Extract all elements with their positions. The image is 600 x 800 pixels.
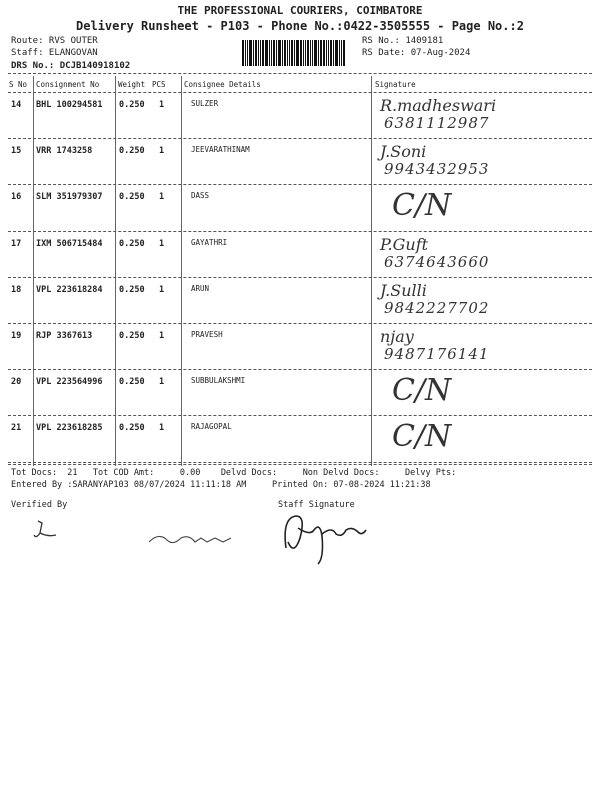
row-pcs: 1 xyxy=(159,146,165,157)
row-handwritten-phone: 9842227702 xyxy=(384,298,490,317)
row-handwritten-signature: C/N xyxy=(392,419,452,455)
barcode-bar xyxy=(284,40,286,66)
row-divider xyxy=(8,415,592,416)
row-consignment-no: VPL 223618284 xyxy=(36,284,103,295)
col-header-weight: Weight xyxy=(118,80,146,89)
route-label: Route: RVS OUTER xyxy=(11,36,98,46)
row-handwritten-signature: J.Sulli xyxy=(380,280,427,300)
row-handwritten-signature: C/N xyxy=(392,188,452,224)
clerk-signature xyxy=(145,528,245,553)
col-header-signature: Signature xyxy=(375,80,416,89)
barcode-bar xyxy=(247,40,248,66)
row-serial: 20 xyxy=(11,377,22,388)
row-weight: 0.250 xyxy=(119,192,145,203)
row-divider xyxy=(8,323,592,324)
row-consignee-name: PRAVESH xyxy=(191,330,223,339)
row-consignee-name: DASS xyxy=(191,191,210,201)
row-consignment-no: SLM 351979307 xyxy=(36,192,103,203)
barcode-bar xyxy=(255,40,257,66)
row-pcs: 1 xyxy=(159,192,165,203)
row-consignee-name: GAYATHRI xyxy=(191,237,228,247)
barcode-bar xyxy=(249,40,252,66)
row-divider xyxy=(8,277,592,278)
barcode-bar xyxy=(335,40,338,66)
header-bottom-line xyxy=(8,92,592,93)
row-consignment-no: VPL 223618285 xyxy=(36,423,103,434)
row-serial: 19 xyxy=(11,331,22,341)
staff-label: Staff: ELANGOVAN xyxy=(11,48,98,58)
barcode-bar xyxy=(271,40,272,66)
row-serial: 17 xyxy=(11,238,22,249)
row-divider xyxy=(8,462,592,463)
row-consignment-no: VRR 1743258 xyxy=(36,146,93,157)
row-handwritten-signature: P.Guft xyxy=(380,234,429,254)
barcode-bar xyxy=(258,40,259,66)
verified-by-label: Verified By xyxy=(11,500,68,510)
footer-line xyxy=(8,464,592,465)
row-weight: 0.250 xyxy=(119,146,145,157)
row-pcs: 1 xyxy=(159,284,165,295)
row-divider xyxy=(8,369,592,370)
barcode-bar xyxy=(265,40,268,66)
row-handwritten-signature: C/N xyxy=(392,373,452,409)
barcode-bar xyxy=(294,40,295,66)
row-serial: 16 xyxy=(11,192,22,203)
header-top-line xyxy=(8,73,592,74)
row-divider xyxy=(8,138,592,139)
rs-number: RS No.: 1409181 xyxy=(362,36,444,46)
barcode-bar xyxy=(303,40,304,66)
barcode-bar xyxy=(314,40,317,66)
row-weight: 0.250 xyxy=(119,423,145,434)
barcode-bar xyxy=(326,40,327,66)
barcode-bar xyxy=(253,40,254,66)
row-consignee-name: JEEVARATHINAM xyxy=(191,145,250,155)
barcode-bar xyxy=(310,40,311,66)
row-handwritten-signature: J.Soni xyxy=(380,142,427,162)
col-header-consignee: Consignee Details xyxy=(184,80,261,89)
entered-by-line: Entered By :SARANYAP103 08/07/2024 11:11:18 AM Printed On: 07-08-2024 11:21:38 xyxy=(11,480,431,490)
barcode-bar xyxy=(278,40,281,66)
row-consignment-no: VPL 223564996 xyxy=(36,377,103,388)
row-consignee-name: ARUN xyxy=(191,283,210,293)
rs-date: RS Date: 07-Aug-2024 xyxy=(362,48,471,58)
row-handwritten-phone: 6381112987 xyxy=(384,114,490,132)
row-weight: 0.250 xyxy=(119,331,145,341)
row-consignment-no: BHL 100294581 xyxy=(36,100,103,110)
row-consignment-no: IXM 506715484 xyxy=(36,238,103,249)
row-serial: 14 xyxy=(11,100,22,110)
barcode-bar xyxy=(343,40,345,66)
row-pcs: 1 xyxy=(159,331,165,341)
row-divider xyxy=(8,231,592,232)
barcode-bar xyxy=(276,40,277,66)
company-title: THE PROFESSIONAL COURIERS, COIMBATORE xyxy=(177,4,423,17)
row-handwritten-signature: njay xyxy=(380,327,414,346)
row-weight: 0.250 xyxy=(119,284,145,295)
barcode-bar xyxy=(307,40,309,66)
barcode-bar xyxy=(341,40,342,66)
staff-signature xyxy=(280,508,370,568)
row-consignment-no: RJP 3367613 xyxy=(36,331,93,341)
barcode-bar xyxy=(328,40,329,66)
row-serial: 18 xyxy=(11,284,22,295)
row-consignee-name: RAJAGOPAL xyxy=(191,422,232,432)
row-consignee-name: SUBBULAKSHMI xyxy=(191,376,246,386)
row-handwritten-phone: 9487176141 xyxy=(384,345,490,363)
verified-signature xyxy=(30,515,70,545)
barcode-bar xyxy=(312,40,313,66)
barcode-bar xyxy=(291,40,293,66)
col-divider xyxy=(181,76,182,466)
row-pcs: 1 xyxy=(159,238,165,249)
row-handwritten-signature: R.madheswari xyxy=(380,96,497,115)
barcode-bar xyxy=(287,40,288,66)
row-handwritten-phone: 9943432953 xyxy=(384,160,490,179)
totals-line: Tot Docs: 21 Tot COD Amt: 0.00 Delvd Docs: Non Delvd Docs: Delvy Pts: xyxy=(11,468,457,478)
col-divider xyxy=(33,76,34,466)
barcode-bar xyxy=(330,40,332,66)
row-pcs: 1 xyxy=(159,100,165,110)
row-weight: 0.250 xyxy=(119,238,145,249)
barcode-bar xyxy=(318,40,319,66)
runsheet-subtitle: Delivery Runsheet - P103 - Phone No.:0422-3505555 - Page No.:2 xyxy=(76,19,524,33)
barcode-bar xyxy=(269,40,270,66)
barcode-bar xyxy=(273,40,275,66)
staff-signature-label: Staff Signature xyxy=(278,500,355,510)
barcode-bar xyxy=(320,40,322,66)
row-consignee-name: SULZER xyxy=(191,99,219,108)
barcode-bar xyxy=(289,40,290,66)
row-serial: 21 xyxy=(11,423,22,434)
col-divider xyxy=(371,76,372,466)
barcode-bar xyxy=(260,40,261,66)
barcode-bar xyxy=(305,40,306,66)
row-handwritten-phone: 6374643660 xyxy=(384,252,490,271)
barcode-bar xyxy=(296,40,299,66)
barcode-bar xyxy=(300,40,302,66)
row-weight: 0.250 xyxy=(119,377,145,388)
barcode-bar xyxy=(333,40,334,66)
barcode-bar xyxy=(323,40,325,66)
barcode-bar xyxy=(242,40,244,66)
col-header-pcs: PCS xyxy=(152,80,166,89)
row-pcs: 1 xyxy=(159,423,165,434)
row-divider xyxy=(8,184,592,185)
barcode-bar xyxy=(262,40,264,66)
row-weight: 0.250 xyxy=(119,100,145,110)
row-serial: 15 xyxy=(11,146,22,157)
col-header-consignment: Consignment No xyxy=(36,80,100,89)
barcode-bar xyxy=(245,40,246,66)
col-divider xyxy=(115,76,116,466)
barcode-bar xyxy=(339,40,340,66)
col-header-sno: S No xyxy=(9,80,28,89)
row-pcs: 1 xyxy=(159,377,165,388)
barcode-bar xyxy=(282,40,283,66)
barcode xyxy=(242,40,352,66)
drs-number: DRS No.: DCJB140918102 xyxy=(11,61,131,71)
